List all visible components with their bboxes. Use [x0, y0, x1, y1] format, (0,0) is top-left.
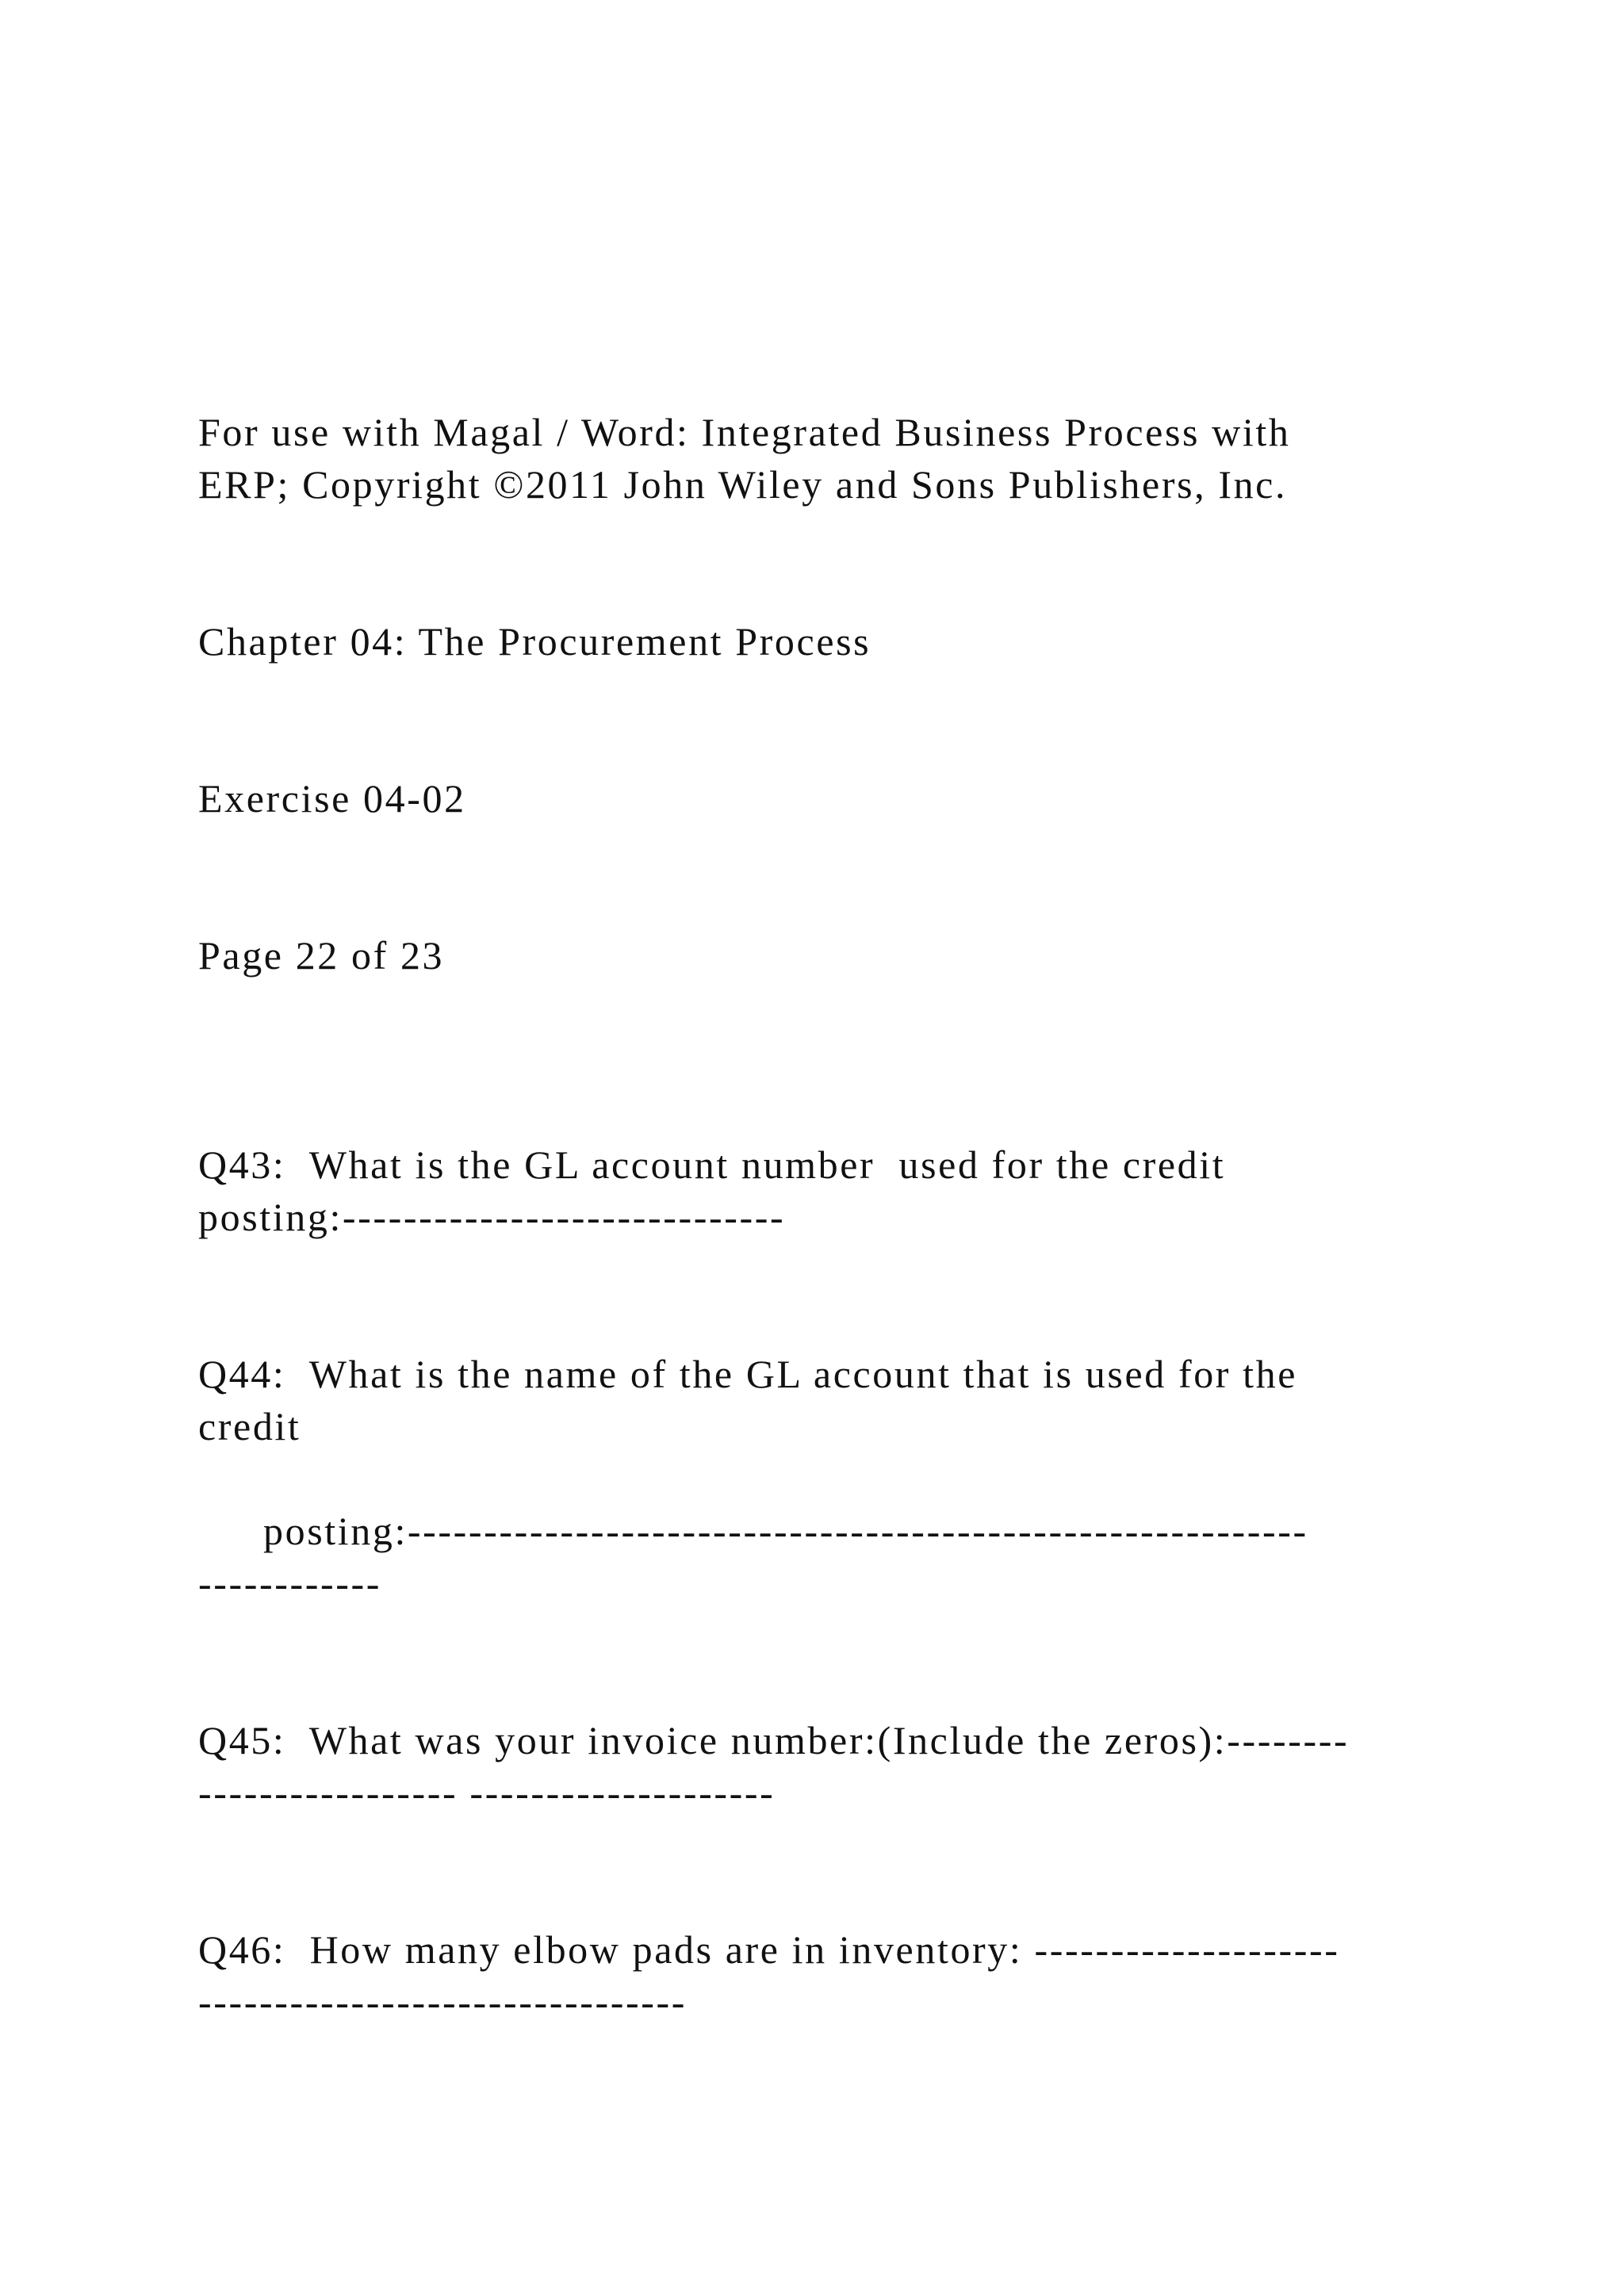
question-45-line-1: Q45: What was your invoice number:(Include the zeros):-------- [198, 1718, 1350, 1762]
copyright-line-1: For use with Magal / Word: Integrated Business Process with [198, 410, 1291, 454]
exercise-title: Exercise 04-02 [198, 776, 466, 821]
question-43-line-1: Q43: What is the GL account number used for the credit [198, 1142, 1226, 1187]
question-44-line-1: Q44: What is the name of the GL account that is used for the [198, 1352, 1298, 1396]
question-46-line-1: Q46: How many elbow pads are in inventory: -------------------- [198, 1927, 1340, 1972]
question-46-line-2: -------------------------------- [198, 1980, 688, 2024]
question-43-line-2: posting:----------------------------- [198, 1195, 786, 1239]
chapter-title: Chapter 04: The Procurement Process [198, 619, 871, 664]
copyright-line-2: ERP; Copyright ©2011 John Wiley and Sons Publishers, Inc. [198, 462, 1288, 507]
question-44-line-4: ------------ [198, 1561, 382, 1605]
question-45-line-2: ----------------- -------------------- [198, 1770, 776, 1815]
page-number: Page 22 of 23 [198, 933, 445, 978]
question-44-line-3: posting:----------------------------------------------------------- [263, 1509, 1308, 1553]
question-44-line-2: credit [198, 1404, 301, 1448]
